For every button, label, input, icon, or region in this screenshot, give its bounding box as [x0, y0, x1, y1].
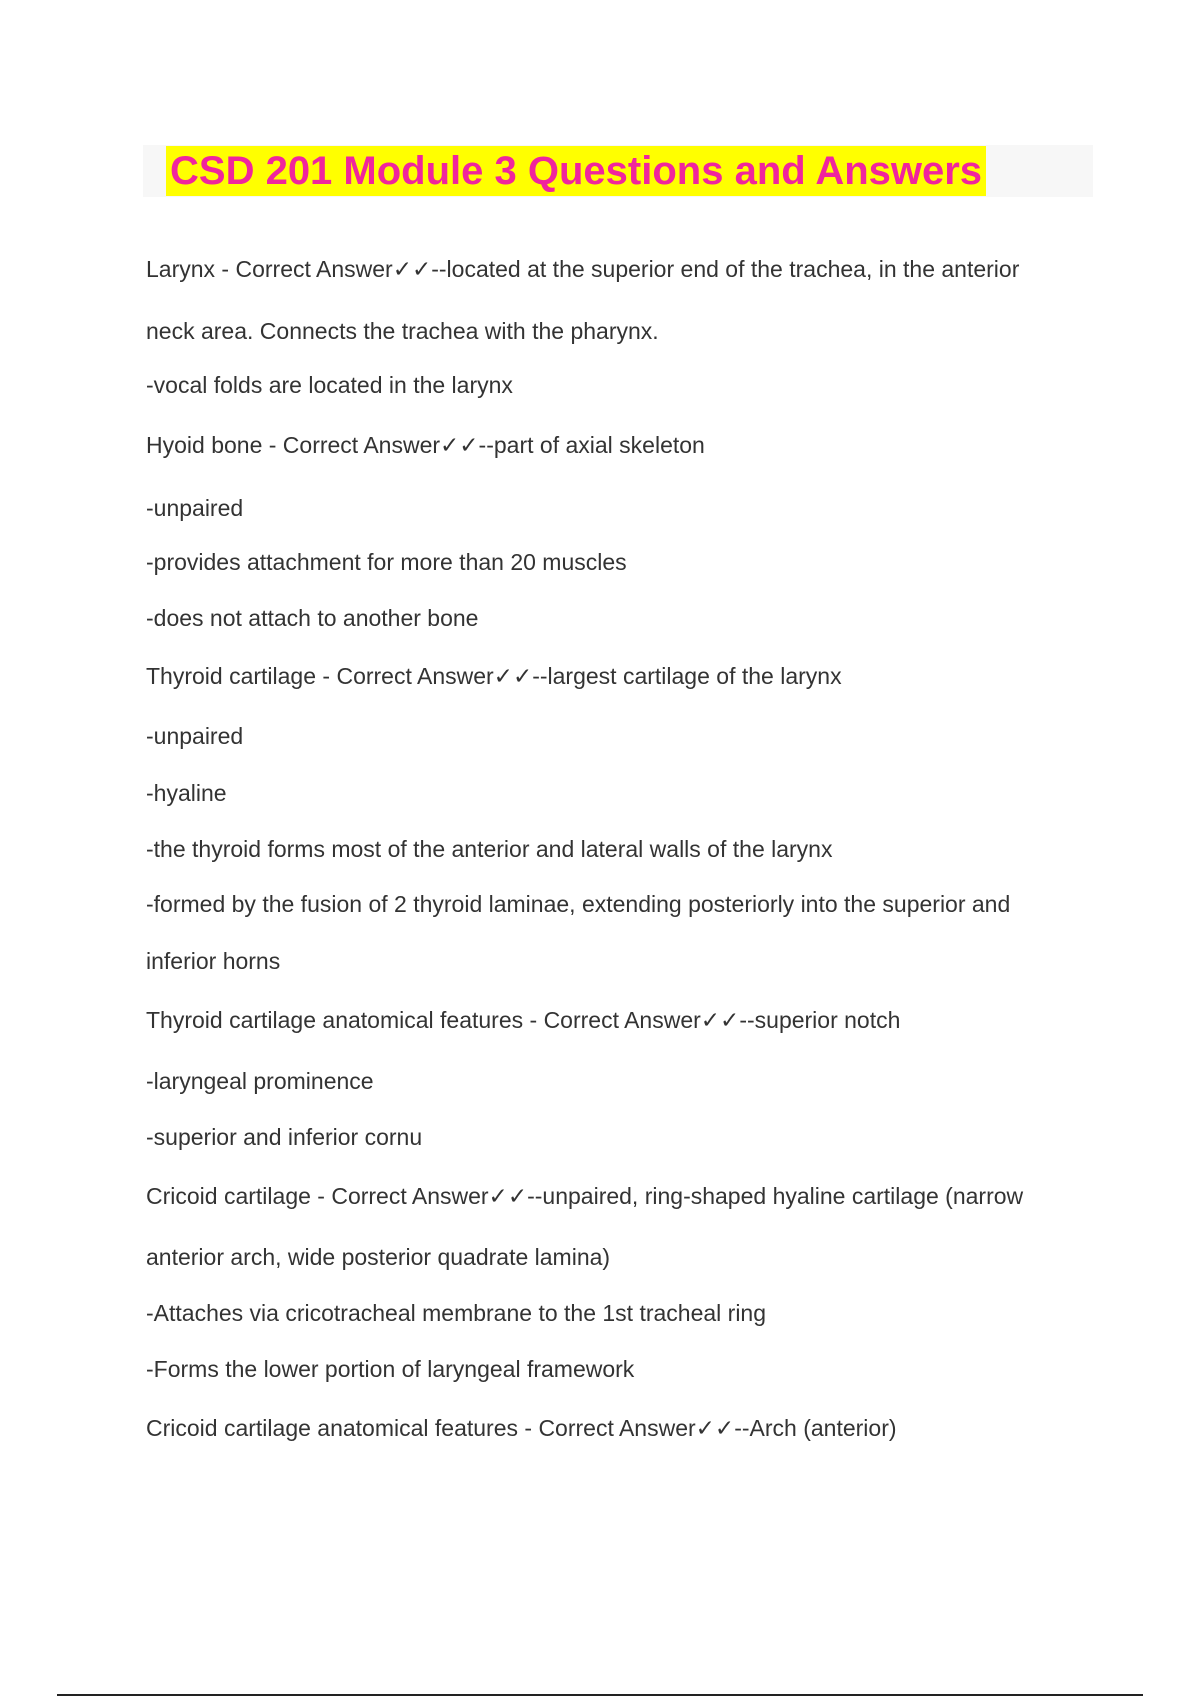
- qa-line: inferior horns: [146, 948, 281, 974]
- qa-line: -unpaired: [146, 723, 244, 749]
- qa-line: -vocal folds are located in the larynx: [146, 372, 513, 398]
- page-title: CSD 201 Module 3 Questions and Answers: [166, 146, 986, 196]
- qa-line: -formed by the fusion of 2 thyroid laminae, extending posteriorly into the superior and: [146, 891, 1011, 917]
- qa-line: Hyoid bone - Correct Answer✓✓--part of axial skeleton: [146, 432, 705, 458]
- qa-line: Cricoid cartilage - Correct Answer✓✓--unpaired, ring-shaped hyaline cartilage (narrow: [146, 1183, 1024, 1209]
- qa-line: neck area. Connects the trachea with the pharynx.: [146, 318, 659, 344]
- qa-line: -does not attach to another bone: [146, 605, 479, 631]
- qa-line: anterior arch, wide posterior quadrate lamina): [146, 1244, 611, 1270]
- qa-line: -Attaches via cricotracheal membrane to the 1st tracheal ring: [146, 1300, 767, 1326]
- qa-line: -unpaired: [146, 495, 244, 521]
- qa-line: Thyroid cartilage anatomical features - Correct Answer✓✓--superior notch: [146, 1007, 901, 1033]
- qa-line: Thyroid cartilage - Correct Answer✓✓--largest cartilage of the larynx: [146, 663, 842, 689]
- qa-line: -provides attachment for more than 20 muscles: [146, 549, 627, 575]
- qa-line: Larynx - Correct Answer✓✓--located at the superior end of the trachea, in the anterior: [146, 256, 1020, 282]
- qa-line: -hyaline: [146, 780, 227, 806]
- qa-line: Cricoid cartilage anatomical features - Correct Answer✓✓--Arch (anterior): [146, 1415, 897, 1441]
- footer-rule: [57, 1694, 1143, 1696]
- qa-line: -laryngeal prominence: [146, 1068, 374, 1094]
- qa-line: -Forms the lower portion of laryngeal framework: [146, 1356, 635, 1382]
- qa-line: -the thyroid forms most of the anterior and lateral walls of the larynx: [146, 836, 833, 862]
- qa-line: -superior and inferior cornu: [146, 1124, 423, 1150]
